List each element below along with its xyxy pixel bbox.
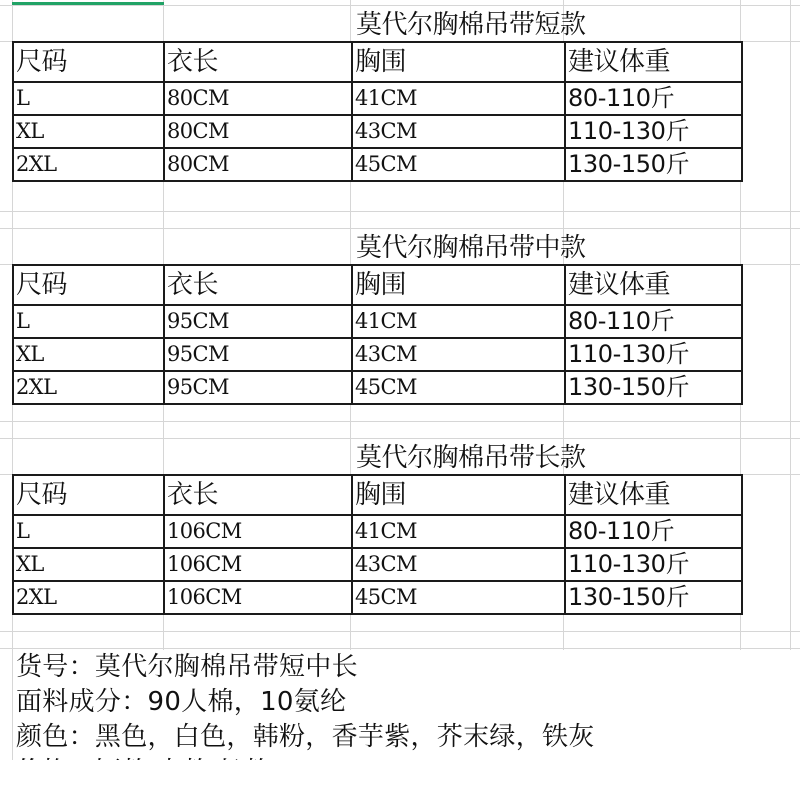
table-row — [13, 115, 742, 148]
header-cell-bust[interactable]: 胸围 — [352, 475, 565, 515]
cell-size[interactable]: L — [13, 515, 164, 548]
grid-row-line — [0, 5, 800, 6]
cell-length[interactable]: 95CM — [164, 305, 352, 338]
header-cell-length[interactable]: 衣长 — [164, 42, 352, 82]
cell-length[interactable]: 80CM — [164, 148, 352, 181]
cell-length[interactable]: 106CM — [164, 515, 352, 548]
cell-weight[interactable]: 130-150斤 — [565, 371, 742, 404]
header-cell-weight[interactable]: 建议体重 — [565, 265, 742, 305]
cell-weight[interactable]: 80-110斤 — [565, 305, 742, 338]
table-row — [13, 82, 742, 115]
cell-bust[interactable]: 41CM — [352, 515, 565, 548]
cell-size[interactable]: XL — [13, 548, 164, 581]
grid-row-line — [0, 211, 800, 212]
cell-length[interactable]: 95CM — [164, 371, 352, 404]
cell-size[interactable]: XL — [13, 115, 164, 148]
header-cell-weight[interactable]: 建议体重 — [565, 475, 742, 515]
header-cell-size[interactable]: 尺码 — [13, 42, 164, 82]
header-cell-bust[interactable]: 胸围 — [352, 42, 565, 82]
cell-size[interactable]: 2XL — [13, 581, 164, 614]
header-cell-size[interactable]: 尺码 — [13, 265, 164, 305]
size-table-medium — [12, 264, 743, 405]
header-cell-length[interactable]: 衣长 — [164, 475, 352, 515]
header-row — [13, 42, 742, 82]
item-number-text[interactable]: 货号：莫代尔胸棉吊带短中长 — [16, 652, 358, 682]
grid-row-line — [0, 438, 800, 439]
cell-bust[interactable]: 41CM — [352, 82, 565, 115]
header-cell-size[interactable]: 尺码 — [13, 475, 164, 515]
size-table-long — [12, 474, 743, 615]
cell-bust[interactable]: 43CM — [352, 115, 565, 148]
header-cell-weight[interactable]: 建议体重 — [565, 42, 742, 82]
cell-bust[interactable]: 45CM — [352, 371, 565, 404]
cell-size[interactable]: 2XL — [13, 148, 164, 181]
header-row — [13, 475, 742, 515]
cell-weight[interactable]: 110-130斤 — [565, 115, 742, 148]
header-cell-bust[interactable]: 胸围 — [352, 265, 565, 305]
table-row — [13, 581, 742, 614]
cell-weight[interactable]: 80-110斤 — [565, 82, 742, 115]
selected-cell-indicator — [12, 2, 164, 5]
cell-weight[interactable]: 110-130斤 — [565, 548, 742, 581]
cell-length[interactable]: 106CM — [164, 581, 352, 614]
table-row — [13, 371, 742, 404]
cell-size[interactable]: L — [13, 82, 164, 115]
table-row — [13, 515, 742, 548]
table-title-long[interactable]: 莫代尔胸棉吊带长款 — [356, 443, 586, 473]
table-title-short[interactable]: 莫代尔胸棉吊带短款 — [356, 10, 586, 40]
grid-row-line — [0, 631, 800, 632]
product-notes — [16, 650, 796, 775]
grid-row-line — [0, 648, 800, 649]
cell-bust[interactable]: 43CM — [352, 338, 565, 371]
header-cell-length[interactable]: 衣长 — [164, 265, 352, 305]
bottom-blank-area — [0, 760, 800, 800]
cell-length[interactable]: 80CM — [164, 82, 352, 115]
grid-row-line — [0, 421, 800, 422]
table-row — [13, 148, 742, 181]
cell-weight[interactable]: 130-150斤 — [565, 148, 742, 181]
cell-bust[interactable]: 45CM — [352, 148, 565, 181]
cell-size[interactable]: 2XL — [13, 371, 164, 404]
table-title-medium[interactable]: 莫代尔胸棉吊带中款 — [356, 233, 586, 263]
fabric-text[interactable]: 面料成分：90人棉，10氨纶 — [16, 687, 347, 717]
cell-bust[interactable]: 41CM — [352, 305, 565, 338]
header-row — [13, 265, 742, 305]
grid-row-line — [0, 228, 800, 229]
cell-weight[interactable]: 80-110斤 — [565, 515, 742, 548]
colors-text[interactable]: 颜色：黑色，白色，韩粉，香芋紫，芥末绿，铁灰 — [16, 722, 595, 752]
cell-length[interactable]: 95CM — [164, 338, 352, 371]
cell-size[interactable]: L — [13, 305, 164, 338]
cell-weight[interactable]: 110-130斤 — [565, 338, 742, 371]
table-row — [13, 338, 742, 371]
table-row — [13, 548, 742, 581]
cell-bust[interactable]: 43CM — [352, 548, 565, 581]
cell-weight[interactable]: 130-150斤 — [565, 581, 742, 614]
cell-length[interactable]: 80CM — [164, 115, 352, 148]
size-table-short — [12, 41, 743, 182]
cell-bust[interactable]: 45CM — [352, 581, 565, 614]
table-row — [13, 305, 742, 338]
cell-size[interactable]: XL — [13, 338, 164, 371]
cell-length[interactable]: 106CM — [164, 548, 352, 581]
